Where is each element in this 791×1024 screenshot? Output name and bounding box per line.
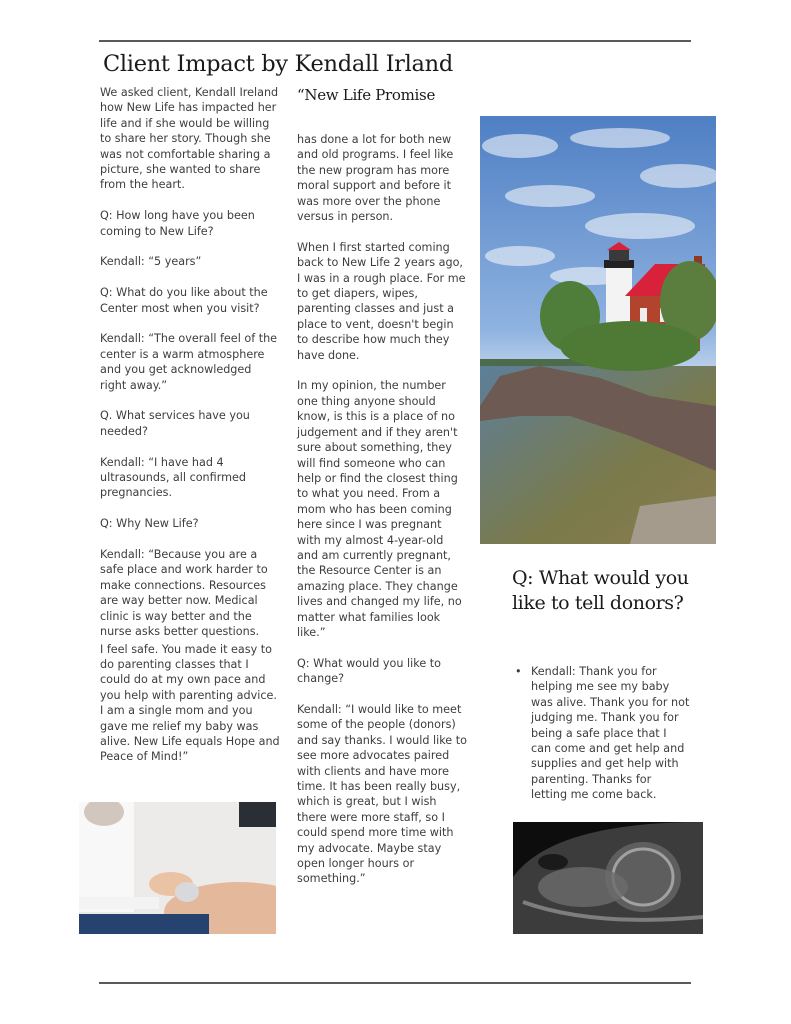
answer-how-long: Kendall: “5 years” <box>100 255 202 269</box>
opinion-paragraph: In my opinion, the number one thing anyone should know, is this is a place of no judgement and if they aren't sure about something, they will find someone who can help or find the closest thing to what you need. From a mom who has been coming here since I was pregnant with my almost 4-year-old and am currently pregnant, the Resource Center is an amazing place. They change lives and changed my life, no matter what families look like.” <box>297 379 462 639</box>
column-2 <box>297 132 467 902</box>
lighthouse-photo <box>480 116 716 544</box>
question-change: Q: What would you like to change? <box>297 656 442 686</box>
donors-answer-list <box>512 664 690 803</box>
donors-answer-text: Kendall: Thank you for helping me see my baby was alive. Thank you for not judging me. Thank you for being a safe place that I can come and get help and supplies and get help with parenting. Thanks for letting me come back. <box>531 665 690 802</box>
answer-why: Kendall: “Because you are a safe place and work harder to make connections. Resources are way better now. Medical clinic is way better and the nurse asks better questions. <box>100 548 268 639</box>
answer-services: Kendall: “I have had 4 ultrasounds, all confirmed pregnancies. <box>100 455 246 500</box>
bottom-divider <box>99 982 691 984</box>
list-item <box>512 664 690 803</box>
question-like-most: Q: What do you like about the Center most when you visit? <box>100 286 268 315</box>
question-why: Q: Why New Life? <box>100 517 199 531</box>
question-services: Q. What services have you needed? <box>100 409 250 438</box>
ultrasound-exam-photo <box>79 802 276 934</box>
intro-paragraph: We asked client, Kendall Ireland how New Life has impacted her life and if she would be willing to share her story. Though she was not comfortable sharing a picture, she wanted to share from the heart. <box>100 86 279 192</box>
column-1 <box>100 85 280 780</box>
page-title: Client Impact by Kendall Irland <box>103 51 453 77</box>
first-started-paragraph: When I first started coming back to New Life 2 years ago, I was in a rough place. For me to get diapers, wipes, parenting classes and just a place to vent, doesn't begin to describe how much they have done. <box>297 240 466 362</box>
answer-why-continued: I feel safe. You made it easy to do parenting classes that I could do at my own pace and you help with parenting advice. I am a single mom and you gave me relief my baby was alive. New Life equals Hope and Peace of Mind!” <box>100 642 280 764</box>
donors-question-heading: Q: What would you like to tell donors? <box>512 567 689 614</box>
bullet-icon: • <box>515 665 522 678</box>
promise-paragraph: has done a lot for both new and old programs. I feel like the new program has more moral support and before it was more over the phone versus in person. <box>297 133 454 224</box>
top-divider <box>99 40 691 42</box>
section-subheading: “New Life Promise <box>297 86 436 104</box>
answer-like-most: Kendall: “The overall feel of the center is a warm atmosphere and you get acknowledged right away.” <box>100 332 278 392</box>
answer-change: Kendall: “I would like to meet some of the people (donors) and say thanks. I would like to see more advocates paired with clients and have more time. It has been really busy, which is great, but I wish there were more staff, so I could spend more time with my advocate. Maybe stay open longer hours or something.” <box>297 702 467 886</box>
sonogram-image <box>513 822 703 934</box>
question-how-long: Q: How long have you been coming to New Life? <box>100 209 255 238</box>
